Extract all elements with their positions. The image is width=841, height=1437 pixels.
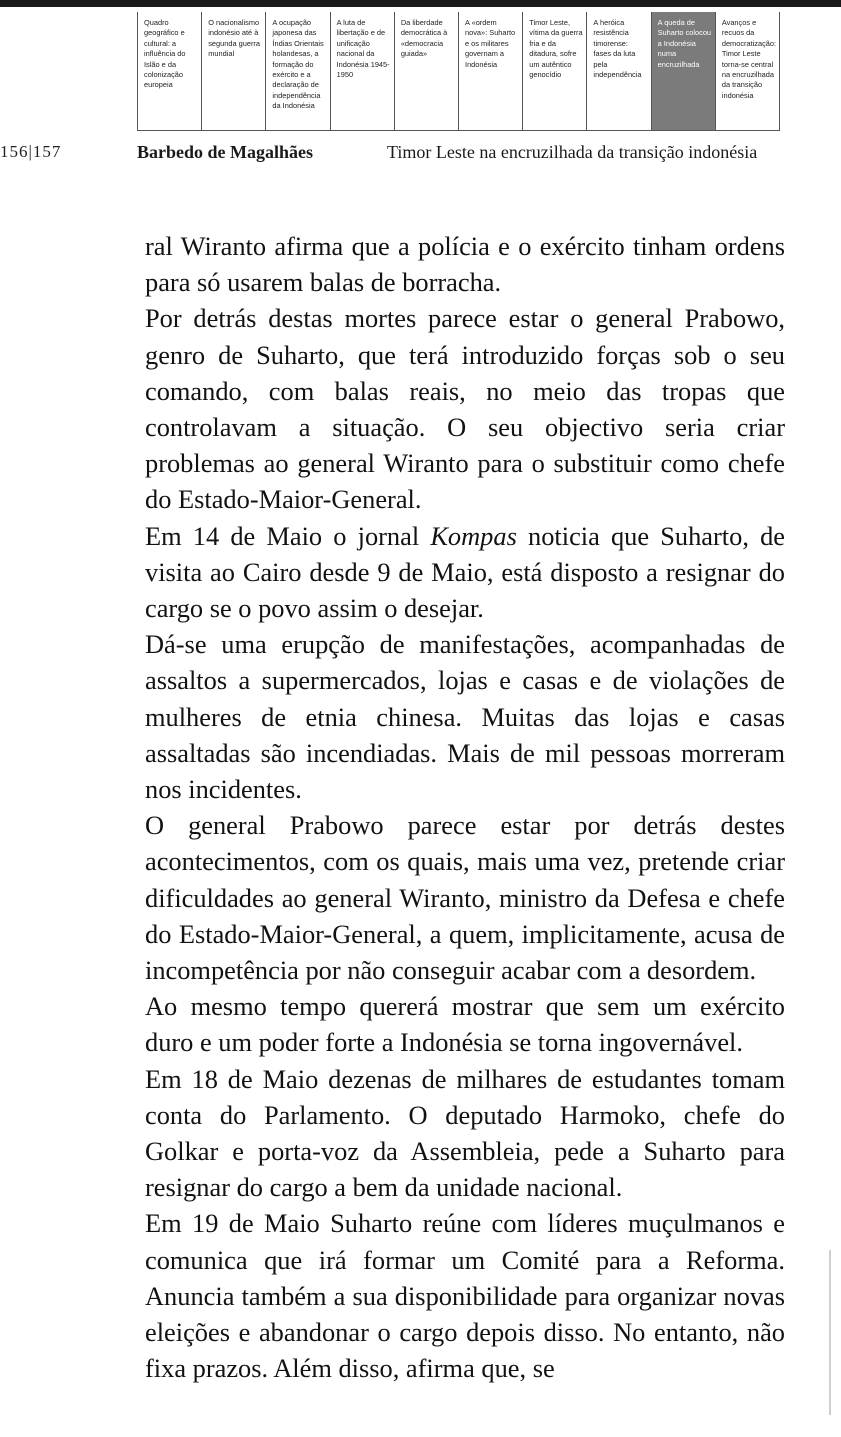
nav-chapter-current: A queda de Suharto colocou a Indonésia numa encruzilhada [652,12,716,130]
text-run: Dá-se uma erupção de manifestações, acompanhadas de assaltos a supermercados, lojas e casas e de violações de mulheres de etnia chinesa. Muitas das lojas e casas assaltadas são incendiadas. Mais de mil pessoas morreram nos incidentes. [145,629,785,805]
paragraph [145,518,785,627]
text-run: Ao mesmo tempo quererá mostrar que sem um exército duro e um poder forte a Indonésia se torna ingovernável. [145,991,785,1058]
paragraph [145,1061,785,1206]
paragraph [145,1205,785,1386]
italic-title: Kompas [430,520,517,551]
text-run: Em 14 de Maio o jornal [145,520,431,551]
text-run: noticia que Suharto, de visita ao Cairo desde 9 de Maio, está disposto a resignar do cargo se o povo assim o desejar. [145,520,785,624]
running-header-author: Barbedo de Magalhães [137,142,314,162]
body-text [145,228,785,1387]
running-header-title: Timor Leste na encruzilhada da transição indonésia [387,142,758,162]
chapter-navigation-strip [137,12,780,131]
nav-chapter: A heróica resistência timorense: fases da luta pela independência [587,12,651,130]
nav-chapter: A ocupação japonesa das Índias Orientais holandesas, a formação do exército e a declaração de independência da Indonésia [266,12,330,130]
nav-chapter: A luta de libertação e de unificação nacional da Indonésia 1945-1950 [331,12,395,130]
top-rule [0,0,841,7]
text-run: Em 18 de Maio dezenas de milhares de estudantes tomam conta do Parlamento. O deputado Harmoko, chefe do Golkar e porta-voz da Assembleia, pede a Suharto para resignar do cargo a bem da unidade nacional. [145,1063,785,1203]
paragraph [145,300,785,517]
nav-chapter: Avanços e recuos da democratização: Timor Leste torna-se central na encruzilhada da transição indonésia [716,12,780,130]
paragraph [145,626,785,807]
nav-chapter: Timor Leste, vítima da guerra fria e da ditadura, sofre um autêntico genocídio [523,12,587,130]
paragraph [145,228,785,300]
paragraph [145,807,785,988]
text-run: O general Prabowo parece estar por detrás destes acontecimentos, com os quais, mais uma vez, pretende criar dificuldades ao general Wiranto, ministro da Defesa e chefe do Estado-Maior-General, a quem, implicitamente, acusa de incompetência por não conseguir acabar com a desordem. [145,810,785,986]
nav-chapter: O nacionalismo indonésio até à segunda guerra mundial [202,12,266,130]
margin-mark [829,1250,831,1415]
text-run: Por detrás destas mortes parece estar o general Prabowo, genro de Suharto, que terá introduzido forças sob o seu comando, com balas reais, no meio das tropas que controlavam a situação. O seu objectivo seria criar problemas ao general Wiranto para o substituir como chefe do Estado-Maior-General. [145,303,785,515]
paragraph [145,988,785,1060]
nav-chapter: A «ordem nova»: Suharto e os militares governam a Indonésia [459,12,523,130]
page-numbers: 156|157 [0,142,62,161]
text-run: Em 19 de Maio Suharto reúne com líderes muçulmanos e comunica que irá formar um Comité para a Reforma. Anuncia também a sua disponibilidade para organizar novas eleições e abandonar o cargo depois disso. No entanto, não fixa prazos. Além disso, afirma que, se [145,1208,785,1384]
nav-chapter: Quadro geográfico e cultural: a influência do Islão e da colonização europeia [138,12,202,130]
text-run: ral Wiranto afirma que a polícia e o exército tinham ordens para só usarem balas de borracha. [145,231,785,298]
nav-chapter: Da liberdade democrática à «democracia guiada» [395,12,459,130]
